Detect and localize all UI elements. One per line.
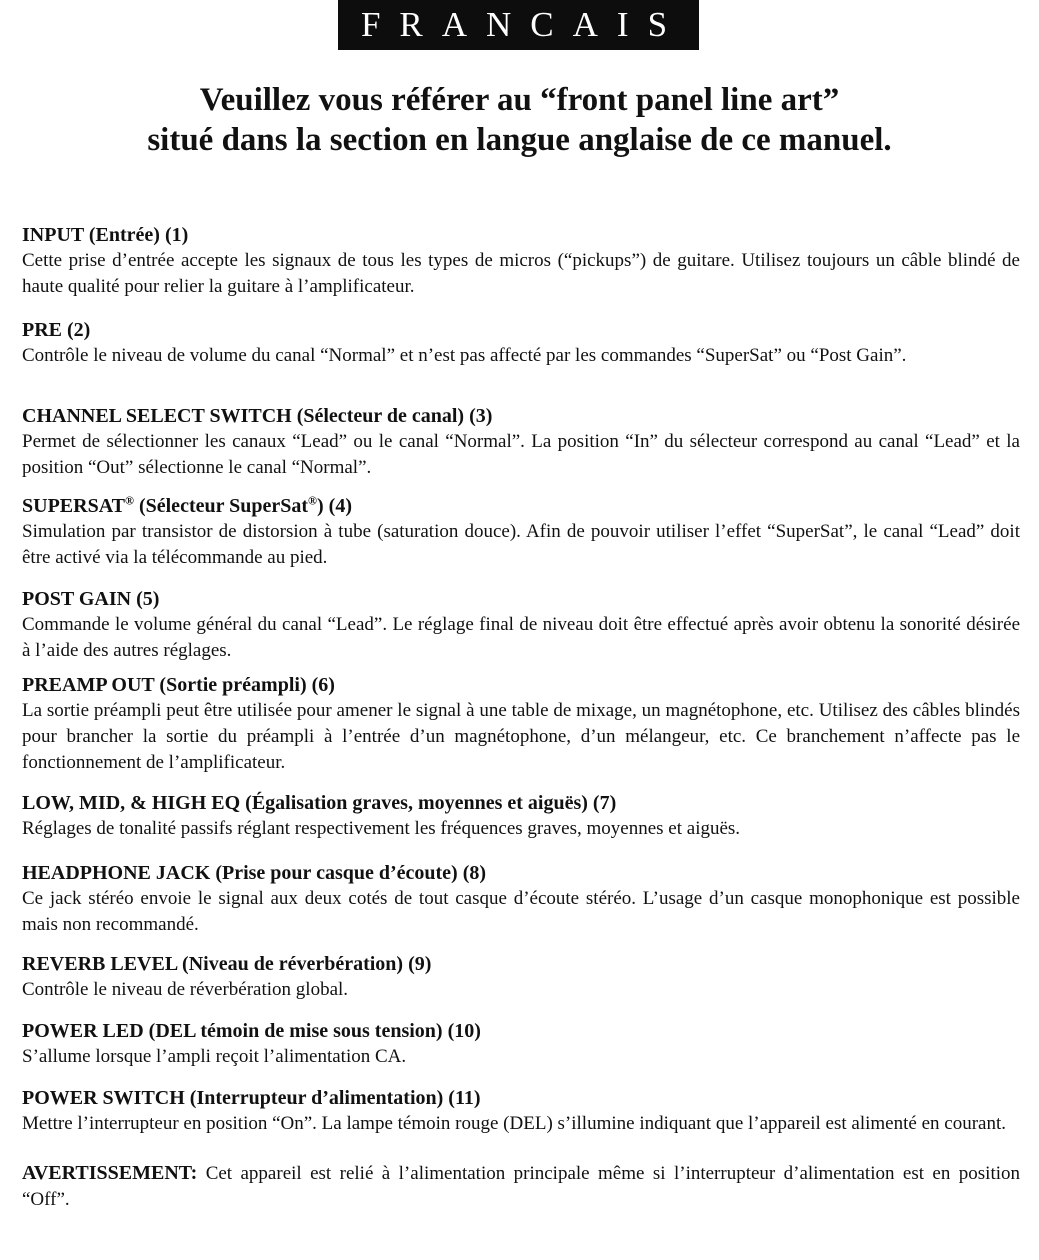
language-banner: FRANCAIS xyxy=(338,0,699,50)
controls-description-list xyxy=(22,222,1020,1213)
section-body: Mettre l’interrupteur en position “On”. La lampe témoin rouge (DEL) s’illumine indiquant que l’appareil est alimenté en courant. xyxy=(22,1113,1006,1134)
section-title: POWER SWITCH (Interrupteur d’alimentation) (11) xyxy=(22,1087,481,1109)
intro-heading xyxy=(0,80,1039,160)
section-title: INPUT (Entrée) (1) xyxy=(22,224,189,246)
section-power-led xyxy=(22,1018,1020,1085)
section-body: Réglages de tonalité passifs réglant respectivement les fréquences graves, moyennes et aiguës. xyxy=(22,818,741,839)
section-channel-select-switch xyxy=(22,403,1020,493)
section-body: Contrôle le niveau de volume du canal “Normal” et n’est pas affecté par les commandes “SuperSat” ou “Post Gain”. xyxy=(22,345,907,366)
section-title: REVERB LEVEL (Niveau de réverbération) (9) xyxy=(22,953,432,975)
section-headphone-jack xyxy=(22,860,1020,951)
section-title: POST GAIN (5) xyxy=(22,588,160,610)
section-title: LOW, MID, & HIGH EQ (Égalisation graves, moyennes et aiguës) (7) xyxy=(22,792,617,814)
section-title: POWER LED (DEL témoin de mise sous tension) (10) xyxy=(22,1020,481,1042)
section-body: La sortie préampli peut être utilisée pour amener le signal à une table de mixage, un magnétophone, etc. Utilisez des câbles blindés pour brancher la sortie du préampli à l’entrée d’un magnétophone, d’un mélangeur, etc. Ce branchement n’affecte pas le fonctionnement de l’amplificateur. xyxy=(22,700,1020,773)
section-pre xyxy=(22,317,1020,403)
section-post-gain xyxy=(22,586,1020,672)
section-title-part: (Sélecteur SuperSat xyxy=(133,495,309,517)
section-title-part: SUPERSAT xyxy=(22,495,125,517)
section-eq xyxy=(22,790,1020,860)
section-title-part: ) (4) xyxy=(317,495,352,517)
section-body: Simulation par transistor de distorsion à tube (saturation douce). Afin de pouvoir utiliser l’effet “SuperSat”, le canal “Lead” doit être activé via la télécommande au pied. xyxy=(22,521,1020,568)
section-power-switch xyxy=(22,1085,1020,1160)
intro-line-2: situé dans la section en langue anglaise de ce manuel. xyxy=(147,122,892,158)
section-preamp-out xyxy=(22,672,1020,790)
section-supersat xyxy=(22,493,1020,586)
section-body: S’allume lorsque l’ampli reçoit l’alimentation CA. xyxy=(22,1046,407,1067)
section-title xyxy=(22,493,1020,519)
warning-note xyxy=(22,1160,1020,1213)
intro-line-1: Veuillez vous référer au “front panel line art” xyxy=(199,82,840,118)
section-title: CHANNEL SELECT SWITCH (Sélecteur de canal) (3) xyxy=(22,405,493,427)
section-body: Ce jack stéréo envoie le signal aux deux cotés de tout casque d’écoute stéréo. L’usage d’un casque monophonique est possible mais non recommandé. xyxy=(22,888,1020,935)
section-body: Commande le volume général du canal “Lead”. Le réglage final de niveau doit être effectué après avoir obtenu la sonorité désirée à l’aide des autres réglages. xyxy=(22,614,1020,661)
warning-text: Cet appareil est relié à l’alimentation principale même si l’interrupteur d’alimentation est en position “Off”. xyxy=(22,1163,1020,1210)
registered-mark: ® xyxy=(125,493,134,508)
registered-mark: ® xyxy=(308,493,317,508)
section-body: Cette prise d’entrée accepte les signaux de tous les types de micros (“pickups”) de guitare. Utilisez toujours un câble blindé de haute qualité pour relier la guitare à l’amplificateur. xyxy=(22,250,1020,297)
section-title: PREAMP OUT (Sortie préampli) (6) xyxy=(22,674,335,696)
section-body: Contrôle le niveau de réverbération global. xyxy=(22,979,349,1000)
section-reverb-level xyxy=(22,951,1020,1018)
section-title: HEADPHONE JACK (Prise pour casque d’écoute) (8) xyxy=(22,862,487,884)
section-title: PRE (2) xyxy=(22,319,91,341)
warning-label: AVERTISSEMENT: xyxy=(22,1162,198,1184)
section-body: Permet de sélectionner les canaux “Lead” ou le canal “Normal”. La position “In” du sélecteur correspond au canal “Lead” et la position “Out” sélectionne le canal “Normal”. xyxy=(22,431,1020,478)
section-input xyxy=(22,222,1020,317)
